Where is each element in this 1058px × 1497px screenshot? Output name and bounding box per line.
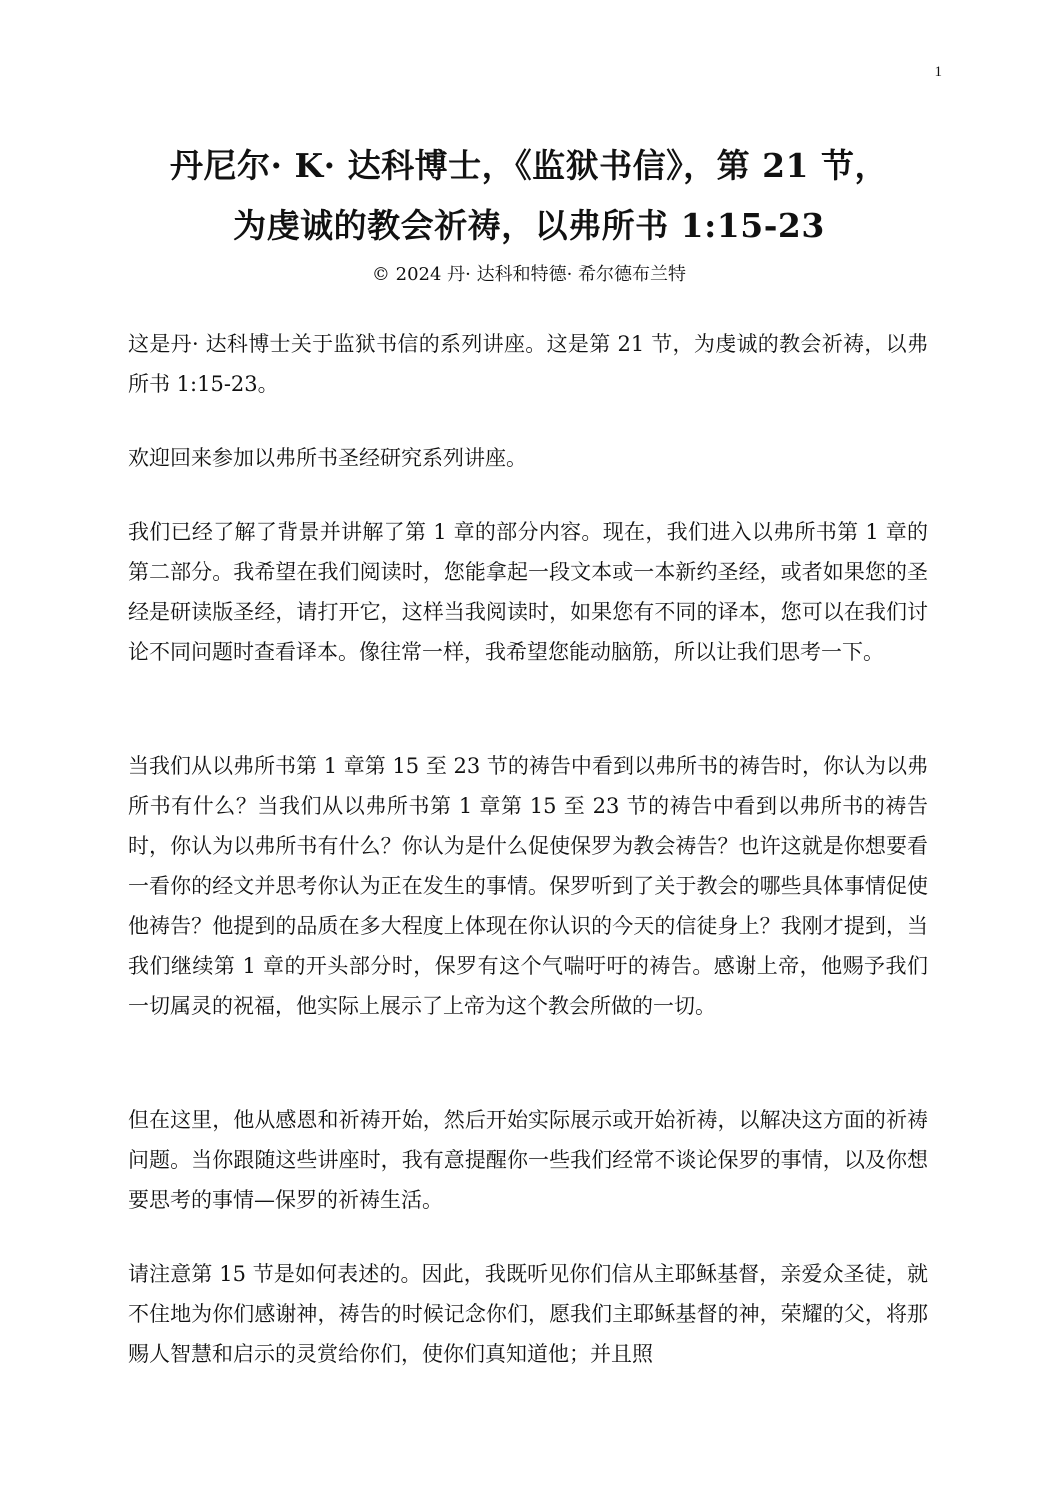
copyright-line: © 2024 丹· 达科和特德· 希尔德布兰特 <box>371 264 687 285</box>
paragraph-prayer-life: 但在这里，他从感恩和祈祷开始，然后开始实际展示或开始祈祷，以解决这方面的祈祷问题。当你跟随这些讲座时，我有意提醒你一些我们经常不谈论保罗的事情，以及你想要思考的事情—保罗的祈祷生活。 <box>128 1108 928 1212</box>
title-line-2: 为虔诚的教会祈祷，以弗所书 1:15-23 <box>233 206 825 245</box>
paragraph-questions: 当我们从以弗所书第 1 章第 15 至 23 节的祷告中看到以弗所书的祷告时，你认为以弗所书有什么？当我们从以弗所书第 1 章第 15 至 23 节的祷告中看到以弗所书的祷告时，你认为以弗所书有什么？你认为是什么促使保罗为教会祷告？也许这就是你想要看一看你的经文并思考你认为正在发生的事情。保罗听到了关于教会的哪些具体事情促使他祷告？他提到的品质在多大程度上体现在你认识的今天的信徒身上？我刚才提到，当我们继续第 1 章的开头部分时，保罗有这个气喘吁吁的祷告。感谢上帝，他赐予我们一切属灵的祝福，他实际上展示了上帝为这个教会所做的一切。 <box>128 754 928 1018</box>
paragraph-verse-15: 请注意第 15 节是如何表述的。因此，我既听见你们信从主耶稣基督，亲爱众圣徒，就不住地为你们感谢神，祷告的时候记念你们，愿我们主耶稣基督的神，荣耀的父，将那赐人智慧和启示的灵赏给你们，使你们真知道他；并且照 <box>128 1262 928 1366</box>
document-body <box>128 324 928 1408</box>
paragraph-background: 我们已经了解了背景并讲解了第 1 章的部分内容。现在，我们进入以弗所书第 1 章的第二部分。我希望在我们阅读时，您能拿起一段文本或一本新约圣经，或者如果您的圣经是研读版圣经，请打开它，这样当我阅读时，如果您有不同的译本，您可以在我们讨论不同问题时查看译本。像往常一样，我希望您能动脑筋，所以让我们思考一下。 <box>128 520 928 664</box>
page-number: 1 <box>934 64 942 80</box>
paragraph-welcome: 欢迎回来参加以弗所书圣经研究系列讲座。 <box>128 446 527 470</box>
document-title <box>90 136 968 256</box>
paragraph-intro: 这是丹· 达科博士关于监狱书信的系列讲座。这是第 21 节，为虔诚的教会祈祷，以弗所书 1:15-23。 <box>128 332 928 396</box>
title-line-1: 丹尼尔· K· 达科博士，《监狱书信》，第 21 节， <box>169 146 889 185</box>
